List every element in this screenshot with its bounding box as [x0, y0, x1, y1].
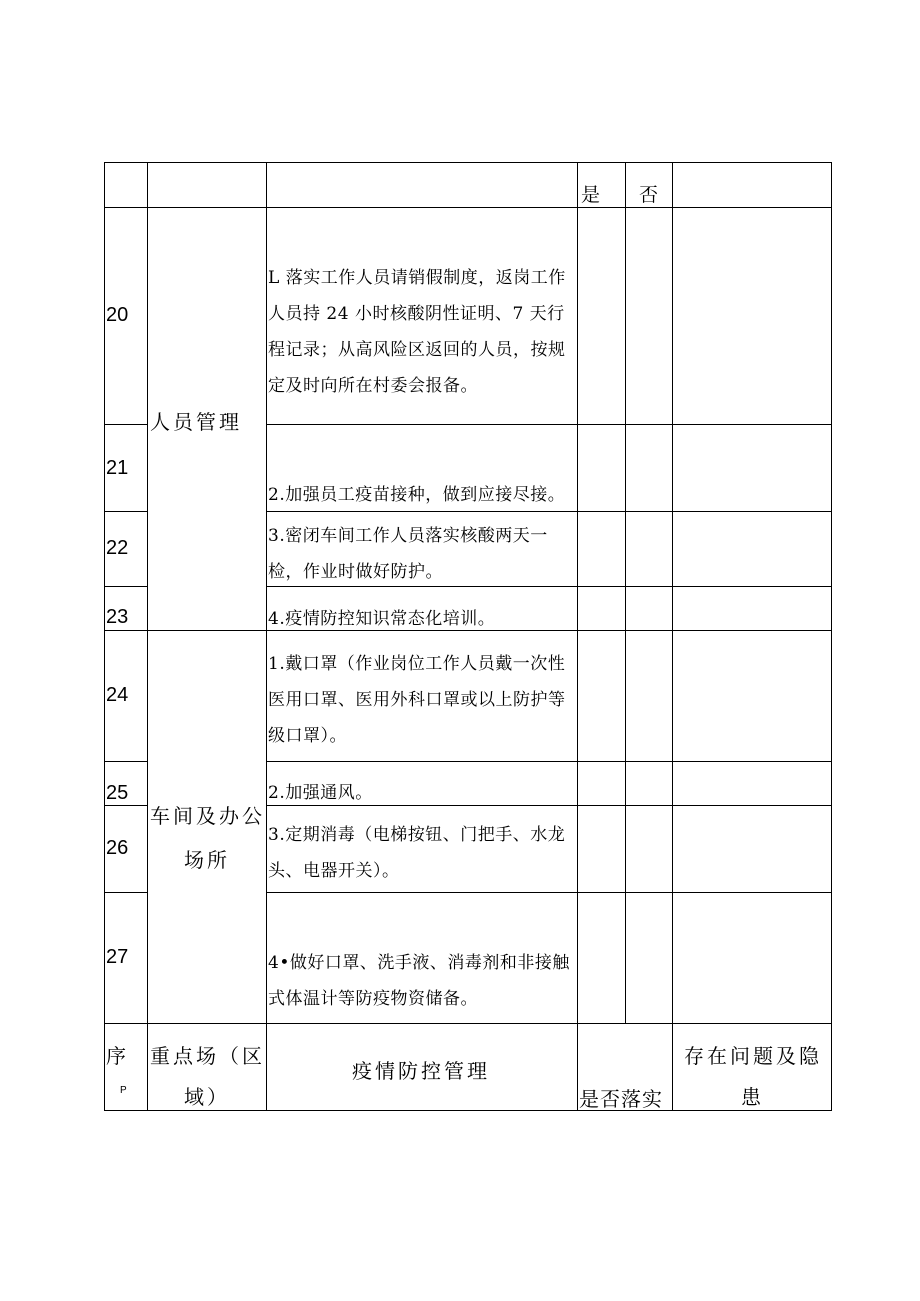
table-border-right	[831, 162, 832, 1111]
measure-text: 4.疫情防控知识常态化培训。	[268, 609, 496, 629]
row-divider	[104, 892, 147, 893]
footer-issues: 存在问题及隐	[684, 1044, 822, 1068]
row-divider	[266, 424, 832, 425]
footer-seq-sub: P	[120, 1085, 127, 1096]
row-divider	[104, 1023, 832, 1024]
row-number: 27	[106, 946, 129, 968]
column-divider	[625, 162, 626, 1023]
footer-area: 重点场（区	[150, 1044, 265, 1068]
area-workshop: 车间及办公	[150, 804, 265, 828]
row-number: 21	[106, 457, 129, 479]
footer-implemented: 是否落实	[579, 1087, 663, 1111]
row-divider	[266, 892, 832, 893]
row-divider	[104, 761, 147, 762]
row-divider	[104, 424, 147, 425]
measure-text: 4•做好口罩、洗手液、消毒剂和非接触式体温计等防疫物资储备。	[268, 953, 570, 1009]
row-number: 22	[106, 537, 129, 559]
measure-text: 1.戴口罩（作业岗位工作人员戴一次性医用口罩、医用外科口罩或以上防护等级口罩）。	[268, 654, 566, 746]
row-number: 26	[106, 837, 129, 859]
row-number: 24	[106, 684, 129, 706]
measure-text: 3.密闭车间工作人员落实核酸两天一检，作业时做好防护。	[268, 526, 548, 582]
column-divider	[266, 162, 267, 1111]
column-divider	[672, 162, 673, 1111]
row-divider	[104, 805, 147, 806]
table-border-top	[104, 162, 832, 163]
header-yes: 是	[581, 184, 601, 206]
footer-issues: 患	[741, 1085, 764, 1109]
footer-measures: 疫情防控管理	[352, 1059, 490, 1083]
row-divider	[104, 207, 832, 208]
area-personnel: 人员管理	[150, 410, 242, 434]
row-divider	[266, 761, 832, 762]
row-number: 25	[106, 782, 129, 804]
column-divider	[147, 162, 148, 1111]
table-border-left	[104, 162, 105, 1111]
row-divider	[104, 586, 147, 587]
table-border-bottom	[104, 1110, 832, 1111]
row-divider	[104, 511, 147, 512]
area-workshop: 场所	[184, 848, 230, 872]
row-number: 23	[106, 606, 129, 628]
row-number: 20	[106, 304, 129, 326]
footer-seq: 序	[106, 1044, 129, 1068]
header-no: 否	[639, 184, 659, 206]
footer-area: 域）	[184, 1085, 230, 1109]
measure-text: 3.定期消毒（电梯按钮、门把手、水龙头、电器开关）。	[268, 825, 566, 881]
column-divider	[577, 162, 578, 1111]
measure-text: 2.加强通风。	[268, 783, 373, 803]
measure-text: L 落实工作人员请销假制度，返岗工作人员持 24 小时核酸阴性证明、7 天行程记录；从高风险区返回的人员，按规定及时向所在村委会报备。	[268, 268, 566, 396]
measure-text: 2.加强员工疫苗接种，做到应接尽接。	[268, 485, 566, 505]
